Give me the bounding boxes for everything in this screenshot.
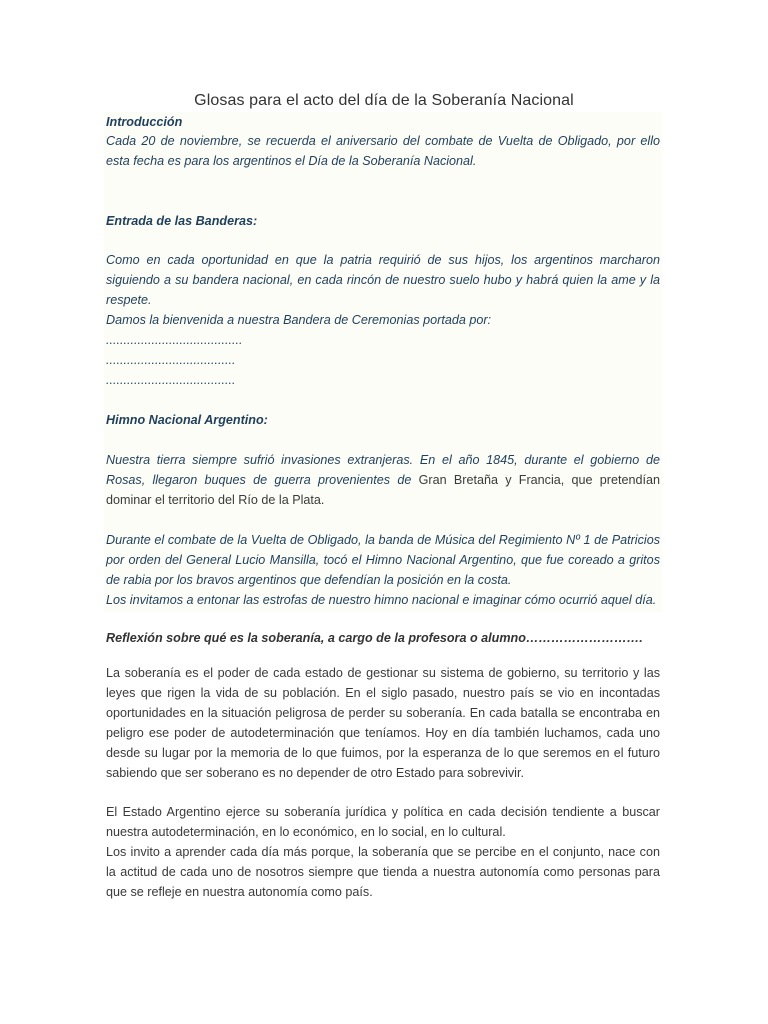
banderas-text: Como en cada oportunidad en que la patria requirió de sus hijos, los argentinos marcharon siguiendo a su bandera nacional, en cada rincón de nuestro suelo hubo y habrá quien la ame y la respete. [106,253,660,307]
himno-heading: Himno Nacional Argentino: [106,413,268,427]
himno-paragraph-2: Durante el combate de la Vuelta de Obligado, la banda de Música del Regimiento Nº 1 de Patricios por orden del General Lucio Mansilla, tocó el Himno Nacional Argentino, que fue coreado a gritos de rabia por los bravos argentinos que defendían la posición en la costa. [106,533,660,587]
reflexion-heading: Reflexión sobre qué es la soberanía, a cargo de la profesora o alumno………………………. [106,631,643,645]
dots-line: ..................................... [106,353,236,367]
dots-line: ....................................... [106,333,243,347]
banderas-dots [106,330,660,390]
banderas-welcome: Damos la bienvenida a nuestra Bandera de Ceremonias portada por: [106,313,492,327]
himno-p1-plain: Gran Bretaña y Francia, que pretendían dominar el territorio del Río de la Plata. [106,473,660,507]
banderas-heading: Entrada de las Banderas: [106,214,258,228]
intro-text: Cada 20 de noviembre, se recuerda el aniversario del combate de Vuelta de Obligado, por ello esta fecha es para los argentinos el Día de la Soberanía Nacional. [106,134,660,168]
page-title: Glosas para el acto del día de la Soberanía Nacional [194,92,574,109]
intro-heading: Introducción [106,115,183,129]
dots-line: ..................................... [106,373,236,387]
himno-paragraph-3: Los invitamos a entonar las estrofas de nuestro himno nacional e imaginar cómo ocurrió aquel día. [106,593,657,607]
himno-paragraph-1 [106,450,660,510]
himno-p1-italic: Nuestra tierra siempre sufrió invasiones extranjeras. En el año 1845, durante el gobierno de Rosas, llegaron buques de guerra provenientes de [106,453,660,487]
reflexion-paragraph-2: El Estado Argentino ejerce su soberanía jurídica y política en cada decisión tendiente a buscar nuestra autodeterminación, en lo económico, en lo social, en lo cultural. [106,805,660,839]
reflexion-paragraph-1: La soberanía es el poder de cada estado de gestionar su sistema de gobierno, su territorio y las leyes que rigen la vida de su población. En el siglo pasado, nuestro país se vio en incontadas oportunidades en la situación peligrosa de perder su soberanía. En cada batalla se encontraba en peligro ese poder de autodeterminación que teníamos. Hoy en día también luchamos, cada uno desde su lugar por la memoria de lo que fuimos, por la esperanza de lo que seremos en el futuro sabiendo que ser soberano es no depender de otro Estado para sobrevivir. [106,666,660,780]
reflexion-paragraph-3: Los invito a aprender cada día más porque, la soberanía que se percibe en el conjunto, nace con la actitud de cada uno de nosotros siempre que tienda a nuestra autonomía como personas para que se refleje en nuestra autonomía como país. [106,845,660,899]
